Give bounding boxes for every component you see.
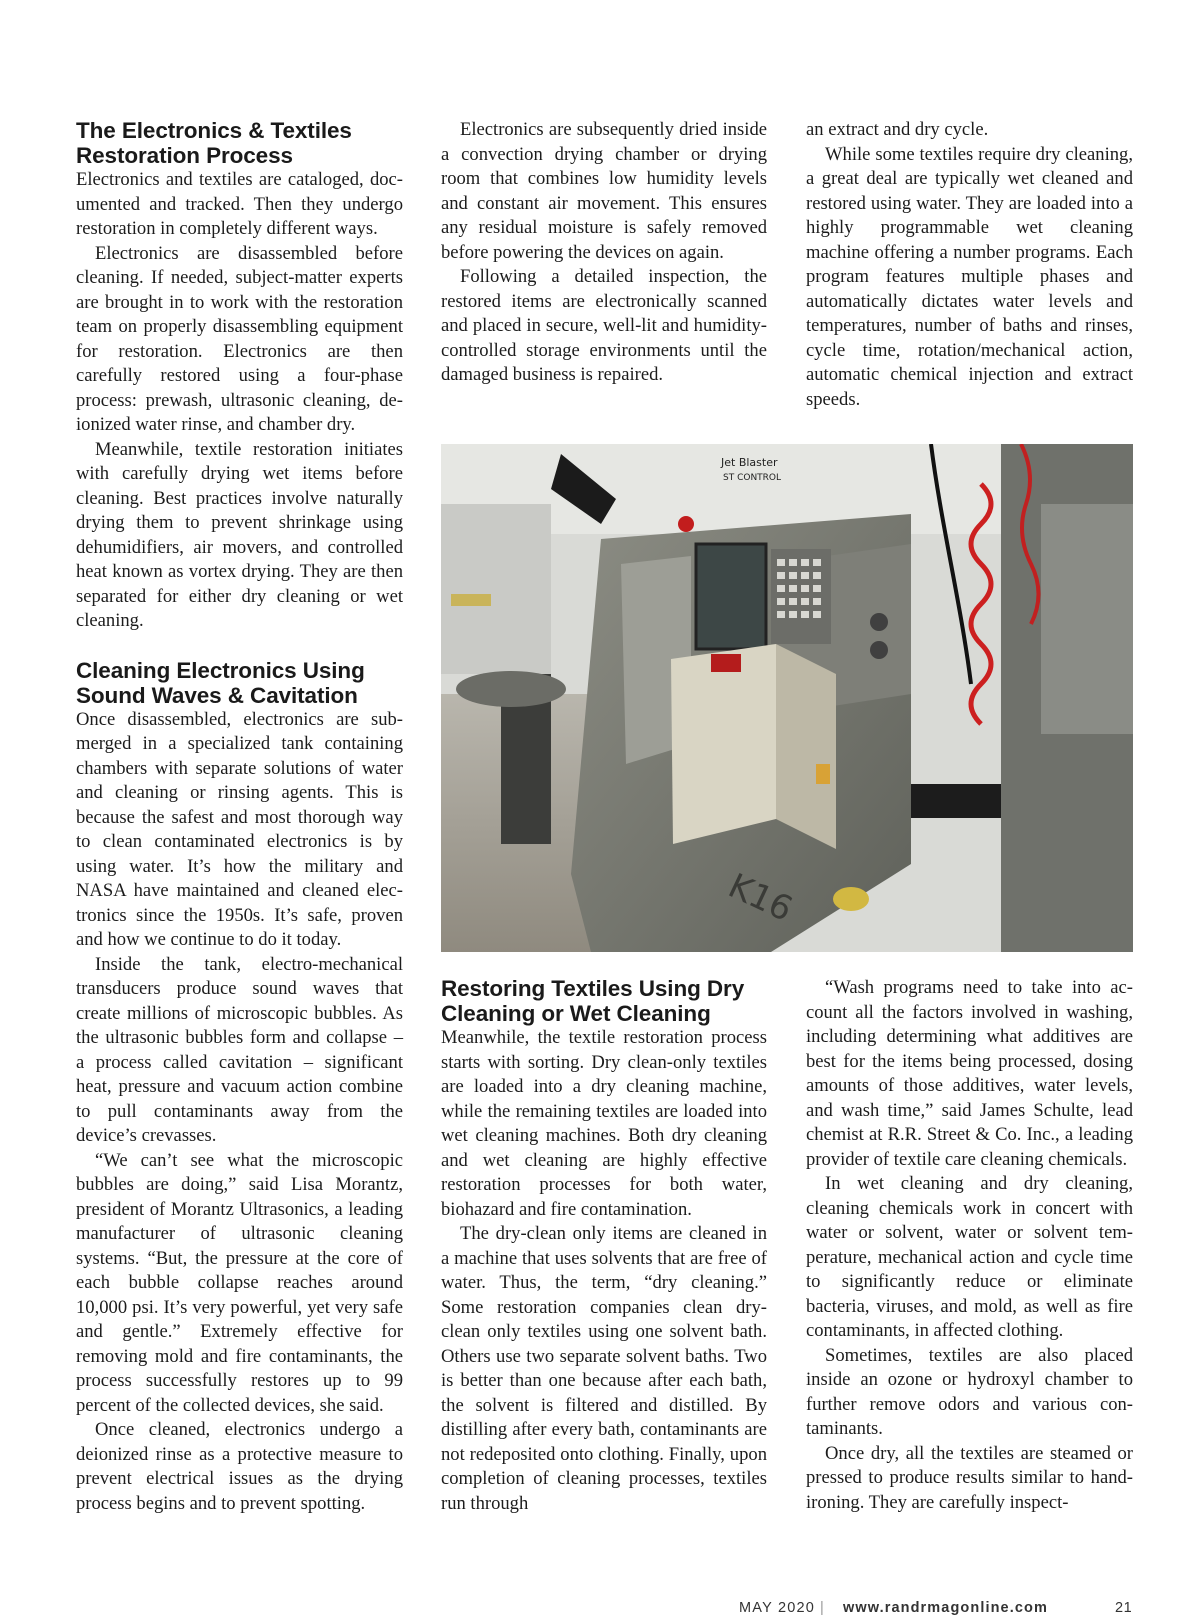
paragraph: Inside the tank, electro-mechanical transducers produce sound waves that create millions of microscopic bubbles. As the ultrasonic bubbles form and collapse – a process called cavitation – significant heat, pressure and vacuum action combine to pull contaminants away from the device’s crevasses. bbox=[76, 953, 403, 1146]
paragraph: Electronics are disassembled before cleaning. If needed, subject-matter experts are brought in to work with the restoration team on properly disassembling equipment for restoration. Electronics are then carefully restored using a four-phase process: prewash, ultrasonic cleaning, deionized water rinse, and chamber dry. bbox=[76, 242, 403, 435]
footer-separator: | bbox=[820, 1600, 824, 1616]
page-footer bbox=[0, 1600, 1200, 1620]
paragraph: Once cleaned, electronics undergo a deionized rinse as a protective measure to prevent electrical issues as the drying process begins and to prevent spotting. bbox=[76, 1419, 403, 1514]
machine-photo bbox=[441, 444, 1133, 952]
heading-restoring-textiles: Restoring Textiles Using Dry Cleaning or Wet Cleaning bbox=[441, 976, 745, 1026]
paragraph: Following a detailed inspection, the restored items are electronically scanned and placed in secure, well-lit and humidity-controlled storage environments until the damaged business is repaired. bbox=[441, 266, 767, 385]
website-url: www.randrmagonline.com bbox=[843, 1600, 1048, 1616]
heading-restoration-process: The Electronics & Textiles Restoration Process bbox=[76, 118, 352, 168]
paragraph: Electronics and textiles are cataloged, documented and tracked. Then they undergo restoration in completely different ways. bbox=[76, 169, 403, 239]
paragraph: “Wash programs need to take into account all the factors involved in washing, including determining what additives are best for the items being processed, dosing amounts of those additives, water levels, and wash time,” said James Schulte, lead chemist at R.R. Street & Co. Inc., a leading provider of textile care cleaning chemicals. bbox=[806, 977, 1133, 1170]
paragraph: The dry-clean only items are cleaned in a machine that uses solvents that are free of water. Thus, the term, “dry cleaning.” Some restoration companies clean dry-clean only textiles using one solvent bath. Others use two separate solvent baths. Two is better than one because after each bath, the solvent is filtered and distilled. By distilling after every bath, contaminants are not redeposited onto clothing. Finally, upon completion of cleaning processes, textiles run through bbox=[441, 1223, 767, 1514]
paragraph: Meanwhile, the textile restoration process starts with sorting. Dry clean-only textiles are loaded into a dry cleaning machine, while the remaining textiles are loaded into wet cleaning machines. Both dry cleaning and wet cleaning are highly effective restoration processes for both water, biohazard and fire contamination. bbox=[441, 1027, 767, 1220]
paragraph: Sometimes, textiles are also placed inside an ozone or hydroxyl chamber to further remove odors and various contaminants. bbox=[806, 1344, 1133, 1439]
issue-date: MAY 2020 bbox=[739, 1600, 815, 1616]
column-1 bbox=[76, 118, 403, 1516]
paragraph: Once dry, all the textiles are steamed or pressed to produce results similar to hand-ironing. They are carefully inspect- bbox=[806, 1442, 1133, 1513]
panel-brand-label: Jet Blaster bbox=[721, 456, 778, 469]
panel-sub-label: ST CONTROL bbox=[723, 473, 782, 483]
machine-model-label: K16 bbox=[722, 865, 799, 930]
paragraph: Meanwhile, textile restoration initiates with carefully drying wet items before cleaning. Best practices involve naturally drying them to prevent shrinkage using dehumidifiers, air movers, and controlled heat known as vortex drying. They are then separated for either dry cleaning or wet cleaning. bbox=[76, 438, 403, 631]
column-2-bottom bbox=[441, 976, 767, 1516]
paragraph: Electronics are subsequently dried inside a convection drying chamber or drying room that combines low humidity levels and constant air movement. This ensures any residual moisture is safely removed before powering the devices on again. bbox=[441, 119, 767, 263]
machine-illustration bbox=[441, 444, 1133, 952]
paragraph: While some textiles require dry cleaning, a great deal are typically wet cleaned and restored using water. They are loaded into a highly programmable wet cleaning machine offering a number programs. Each program features multiple phases and automatically dictates water levels and temperatures, number of baths and rinses, cycle time, rotation/mechanical action, automatic chemical injection and extract speeds. bbox=[806, 143, 1133, 410]
column-2-top bbox=[441, 118, 767, 388]
paragraph: “We can’t see what the microscopic bubbles are doing,” said Lisa Morantz, president of Morantz Ultrasonics, a leading manufacturer of ultrasonic cleaning systems. “But, the pressure at the core of each bubble collapse reaches around 10,000 psi. It’s very powerful, yet very safe and gentle.” Extremely effective for removing mold and fire contaminants, the process successfully restores up to 99 percent of the collected devices, she said. bbox=[76, 1149, 403, 1416]
heading-cleaning-electronics: Cleaning Electronics Using Sound Waves & Cavitation bbox=[76, 657, 365, 708]
paragraph: an extract and dry cycle. bbox=[806, 119, 989, 140]
column-3-bottom bbox=[806, 976, 1133, 1515]
page-number: 21 bbox=[1115, 1600, 1133, 1616]
paragraph: Once disassembled, electronics are submerged in a specialized tank containing chambers with separate solutions of water and cleaning or rinsing agents. This is because the safest and most thorough way to clean contaminated electronics is by using water. It’s how the military and NASA have maintained and cleaned electronics since the 1950s. It’s safe, proven and how we continue to do it today. bbox=[76, 708, 403, 950]
column-3-top bbox=[806, 118, 1133, 412]
paragraph: In wet cleaning and dry cleaning, cleaning chemicals work in concert with water or solvent, water or solvent temperature, mechanical action and cycle time to significantly reduce or eliminate bacteria, viruses, and mold, as well as fire contaminants, in affected clothing. bbox=[806, 1173, 1133, 1341]
